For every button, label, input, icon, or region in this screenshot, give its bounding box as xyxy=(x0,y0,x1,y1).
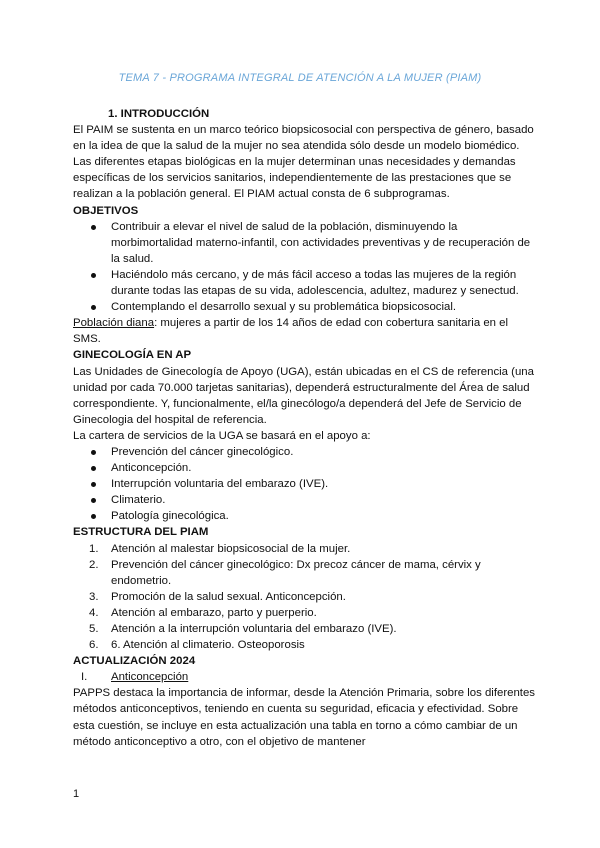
item-text: Atención al malestar biopsicosocial de la mujer. xyxy=(111,542,351,555)
item-number: 5. xyxy=(89,623,99,635)
list-item xyxy=(73,541,535,557)
list-item: Haciéndolo más cercano, y de más fácil acceso a todas las mujeres de la región durante todas las etapas de su vida, adolescencia, adultez, madurez y senectud. xyxy=(73,267,535,299)
anticoncepcion-subheading xyxy=(73,669,535,685)
list-item: Climaterio. xyxy=(73,492,535,508)
item-number: 1. xyxy=(89,542,99,555)
poblacion-text: : mujeres a partir de los 14 años de edad con cobertura sanitaria en el SMS. xyxy=(73,317,509,346)
objetivos-list xyxy=(73,219,535,316)
poblacion-label: Población diana xyxy=(73,317,155,330)
list-item xyxy=(73,557,535,589)
anticoncepcion-label: Anticoncepción xyxy=(111,671,189,684)
ginecologia-heading: GINECOLOGÍA EN AP xyxy=(73,349,192,362)
item-number: 3. xyxy=(89,590,99,603)
item-number: 2. xyxy=(89,558,99,571)
list-item: Prevención del cáncer ginecológico. xyxy=(73,444,535,460)
document-title: TEMA 7 - PROGRAMA INTEGRAL DE ATENCIÓN A LA MUJER (PIAM) xyxy=(118,72,482,84)
list-item xyxy=(73,637,535,653)
intro-heading: 1. INTRODUCCIÓN xyxy=(108,108,210,120)
list-item: Interrupción voluntaria del embarazo (IVE). xyxy=(73,476,535,492)
objetivos-heading: OBJETIVOS xyxy=(73,204,139,217)
actualizacion-heading: ACTUALIZACIÓN 2024 xyxy=(73,655,196,668)
page-number: 1 xyxy=(73,788,80,800)
cartera-text: La cartera de servicios de la UGA se basará en el apoyo a: xyxy=(73,429,371,442)
cartera-list xyxy=(73,444,535,524)
ginecologia-paragraph: Las Unidades de Ginecología de Apoyo (UGA), están ubicadas en el CS de referencia (una unidad por cada 70.000 tarjetas sanitarias), dependerá estructuralmente del Área de salud correspondiente. Y, funcionalmente, el/la ginecólogo/a dependerá del Jefe de Servicio de Ginecologia del hospital de referencia. xyxy=(73,365,534,426)
item-number: 4. xyxy=(89,606,99,619)
roman-number: I. xyxy=(81,671,88,684)
intro-paragraph: El PAIM se sustenta en un marco teórico biopsicosocial con perspectiva de género, basado en la idea de que la salud de la mujer no sea atendida sólo desde un modelo biomédico. Las diferentes etapas biológicas en la mujer determinan unas necesidades y demandas específicas de los servicios sanitarios, independientemente de las prestaciones que se realizan a la población general. El PIAM actual consta de 6 subprogramas. xyxy=(73,124,534,201)
list-item: Anticoncepción. xyxy=(73,460,535,476)
item-text: Atención al embarazo, parto y puerperio. xyxy=(111,606,317,619)
actualizacion-paragraph: PAPPS destaca la importancia de informar, desde la Atención Primaria, sobre los diferentes métodos anticonceptivos, teniendo en cuenta su seguridad, eficacia y efectividad. Sobre esta cuestión, se incluye en esta actualización una tabla en torno a cómo cambiar de un método anticonceptivo a otro, con el objetivo de mantener xyxy=(73,687,535,748)
estructura-heading: ESTRUCTURA DEL PIAM xyxy=(73,526,209,539)
list-item xyxy=(73,589,535,605)
content xyxy=(73,106,535,750)
estructura-list xyxy=(73,541,535,654)
item-text: Atención a la interrupción voluntaria del embarazo (IVE). xyxy=(111,623,397,635)
list-item xyxy=(73,621,535,637)
item-number: 6. xyxy=(89,639,99,652)
item-text: 6. Atención al climaterio. Osteoporosis xyxy=(111,639,305,652)
list-item xyxy=(73,605,535,621)
item-text: Promoción de la salud sexual. Anticoncepción. xyxy=(111,590,346,603)
list-item: Patología ginecológica. xyxy=(73,508,535,524)
item-text: Prevención del cáncer ginecológico: Dx precoz cáncer de mama, cérvix y endometrio. xyxy=(111,558,481,587)
list-item: Contribuir a elevar el nivel de salud de la población, disminuyendo la morbimortalidad materno-infantil, con actividades preventivas y de recuperación de la salud. xyxy=(73,219,535,267)
list-item: Contemplando el desarrollo sexual y su problemática biopsicosocial. xyxy=(73,299,535,315)
poblacion-diana xyxy=(73,315,535,347)
